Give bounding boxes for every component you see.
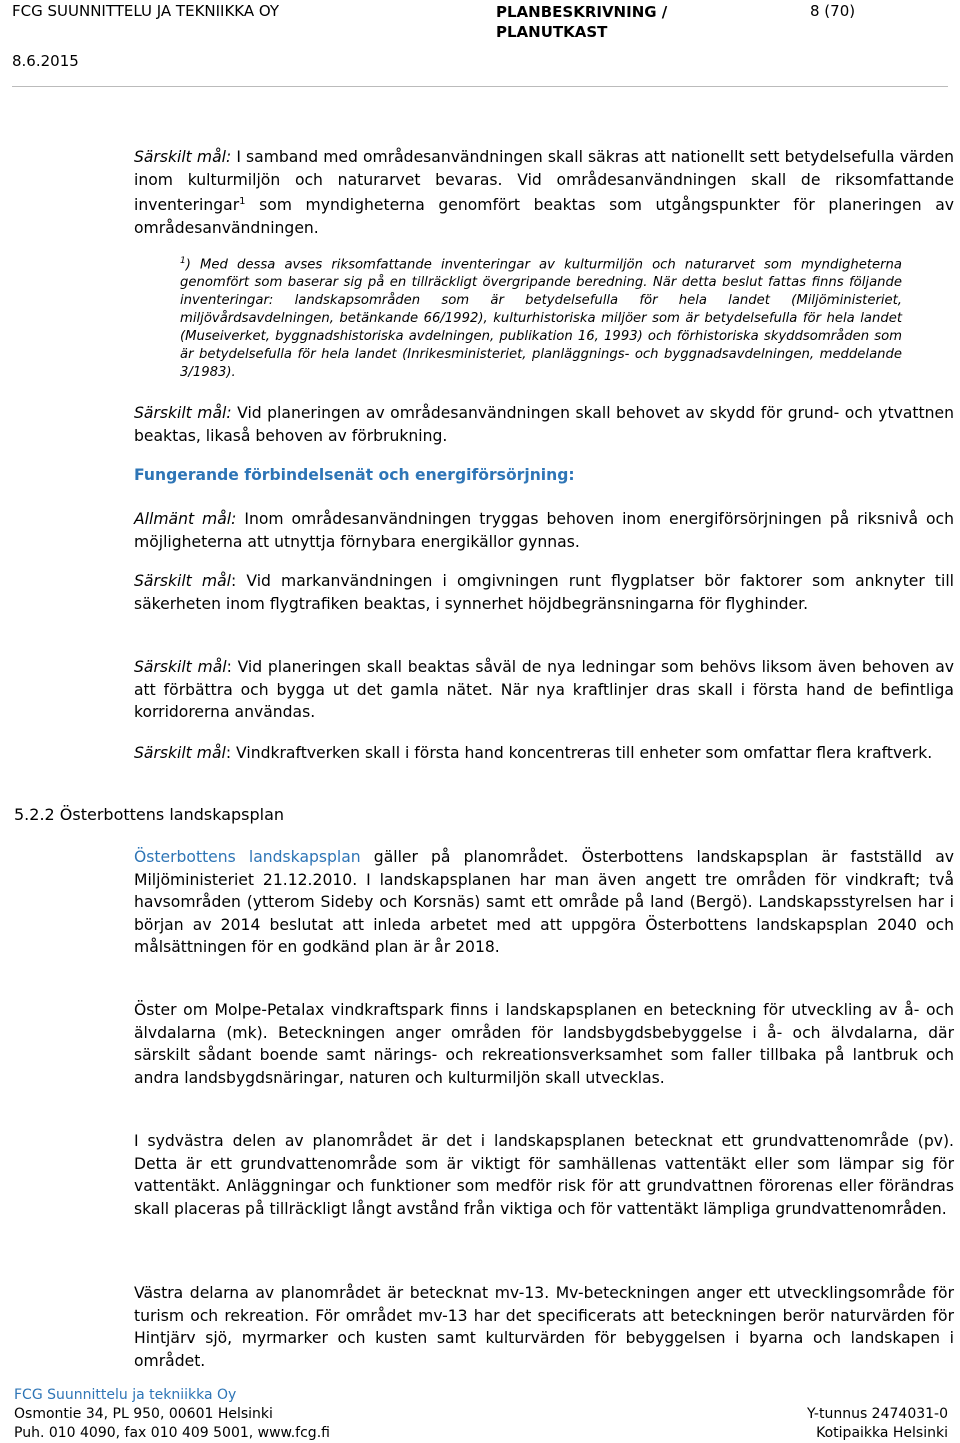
paragraph-river-valleys xyxy=(134,999,954,1089)
goal-wind-power xyxy=(134,742,954,765)
goal-label: Särskilt mål xyxy=(134,572,231,590)
energy-heading: Fungerande förbindelsenät och energiförsörjning: xyxy=(134,466,575,484)
goal-text: Vid planeringen av områdesanvändningen skall behovet av skydd för grund- och ytvattnen beaktas, likaså behoven av förbrukning. xyxy=(134,404,954,445)
goal-text: Inom områdesanvändningen tryggas behoven inom energiförsörjningen på riksnivå och möjligheterna att utnyttja förnybara energikällor gynnas. xyxy=(134,510,954,551)
regional-plan-link[interactable]: Österbottens landskapsplan xyxy=(134,848,361,866)
footer-phone: Puh. 010 4090, fax 010 409 5001, www.fcg.fi xyxy=(14,1425,330,1441)
paragraph-text: Öster om Molpe-Petalax vindkraftspark finns i landskapsplanen en beteckning för utveckling av å- och älvdalarna (mk). Beteckningen anger områden för landsbygdsbebyggelse i å- och älvdalarna, där särskilt sådant boende samt närings- och rekreationsverksamhet som faller tillbaka på lantbruk och andra landsbygdsnäringar, naturen och kulturmiljön skall utvecklas. xyxy=(134,1001,954,1087)
goal-label: Särskilt mål xyxy=(134,658,227,676)
goal-airports xyxy=(134,570,954,615)
goal-label: Särskilt mål: xyxy=(134,404,232,422)
goal-label: Allmänt mål: xyxy=(134,510,237,528)
goal-text-a: I samband med områdesanvändningen skall säkras att nationellt sett betydelsefulla värden inom kulturmiljön och naturarvet bevaras. Vid områdesanvändningen skall de riksomfattande inventeringar xyxy=(134,148,954,215)
goal-text-b: som myndigheterna genomfört beaktas som utgångspunkter för planeringen av områdesanvändningen. xyxy=(134,196,954,237)
header-company: FCG SUUNNITTELU JA TEKNIIKKA OY xyxy=(12,2,280,20)
paragraph-text: gäller på planområdet. Österbottens landskapsplan är fastställd av Miljöministeriet 21.12.2010. I landskapsplanen har man även angett tre områden för vindkraft; två havsområden (ytterom Sideby och Korsnäs) samt ett område på land (Bergö). Landskapsstyrelsen har i början av 2014 beslutat att inleda arbetet med att uppgöra Österbottens landskapsplan 2040 och målsättningen för en godkänd plan är år 2018. xyxy=(134,848,954,956)
footer-right xyxy=(807,1405,948,1443)
goal-text: : Vindkraftverken skall i första hand koncentreras till enheter som omfattar flera kraftverk. xyxy=(225,744,933,762)
header-document-title xyxy=(496,2,726,42)
goal-power-lines xyxy=(134,656,954,724)
footnote-number: 1 xyxy=(180,256,186,266)
goal-label: Särskilt mål: xyxy=(134,148,232,166)
footer-address: Osmontie 34, PL 950, 00601 Helsinki xyxy=(14,1406,273,1422)
footnote xyxy=(180,252,902,382)
goal-cultural-heritage xyxy=(134,146,954,239)
goal-groundwater xyxy=(134,402,954,447)
goal-energy-general xyxy=(134,508,954,553)
header-page-number: 8 (70) xyxy=(810,2,856,20)
footnote-ref: 1 xyxy=(239,196,246,207)
footer-domicile: Kotipaikka Helsinki xyxy=(816,1425,948,1441)
header-title-line1: PLANBESKRIVNING / xyxy=(496,3,668,21)
page-header xyxy=(0,0,960,90)
paragraph-text: I sydvästra delen av planområdet är det i landskapsplanen betecknat ett grundvattenområde (pv). Detta är ett grundvattenområde som är viktigt för samhällenas vattentäkt eller som lämpar sig för vattentäkt. Anläggningar och funktioner som medför risk för att grundvattnen förorenas eller förändras skall placeras på tillräckligt långt avstånd från viktiga och för vattentäkt lämpliga grundvattenområden. xyxy=(134,1132,954,1218)
goal-text: : Vid markanvändningen i omgivningen runt flygplatser bör faktorer som anknyter till säkerheten inom flygtrafiken beaktas, i synnerhet höjdbegränsningarna för flyghinder. xyxy=(134,572,954,613)
header-title-line2: PLANUTKAST xyxy=(496,23,608,41)
footer-company: FCG Suunnittelu ja tekniikka Oy xyxy=(14,1387,237,1403)
footer-business-id: Y-tunnus 2474031-0 xyxy=(807,1406,948,1422)
footnote-text: ) Med dessa avses riksomfattande inventeringar av kulturmiljön och naturarvet som myndigheterna genomfört som baserar sig på en tillräckligt övergripande beredning. När detta beslut fattas finns följande inventeringar: landskapsområden som är betydelsefulla för hela landet (Miljöministeriet, miljövårdsavdelningen, betänkande 66/1992), kulturhistoriska miljöer som är betydelsefulla för hela landet (Museiverket, byggnadshistoriska avdelningen, publikation 16, 1993) och förhistoriska skyddsområden som är betydelsefulla för hela landet (Inrikesministeriet, planläggnings- och byggnadsavdelningen, meddelande 3/1983). xyxy=(180,257,902,381)
goal-text: : Vid planeringen skall beaktas såväl de nya ledningar som behövs liksom även behoven av att förbättra och bygga ut det gamla nätet. När nya kraftlinjer dras skall i första hand de befintliga korridorerna användas. xyxy=(134,658,954,721)
section-heading: 5.2.2 Österbottens landskapsplan xyxy=(14,805,285,824)
paragraph-text: Västra delarna av planområdet är betecknat mv-13. Mv-beteckningen anger ett utvecklingsområde för turism och rekreation. För området mv-13 har det specificerats att beteckningen berör naturvärden för Hintjärv sjö, myrmarker och kusten samt kulturvärden för bebyggelsen i byarna och landskapen i området. xyxy=(134,1284,954,1370)
header-divider xyxy=(12,86,948,87)
header-date: 8.6.2015 xyxy=(12,52,79,70)
paragraph-tourism xyxy=(134,1282,954,1372)
paragraph-regional-plan xyxy=(134,846,954,959)
paragraph-groundwater xyxy=(134,1130,954,1220)
footer-left xyxy=(14,1386,330,1443)
goal-label: Särskilt mål xyxy=(134,744,226,762)
